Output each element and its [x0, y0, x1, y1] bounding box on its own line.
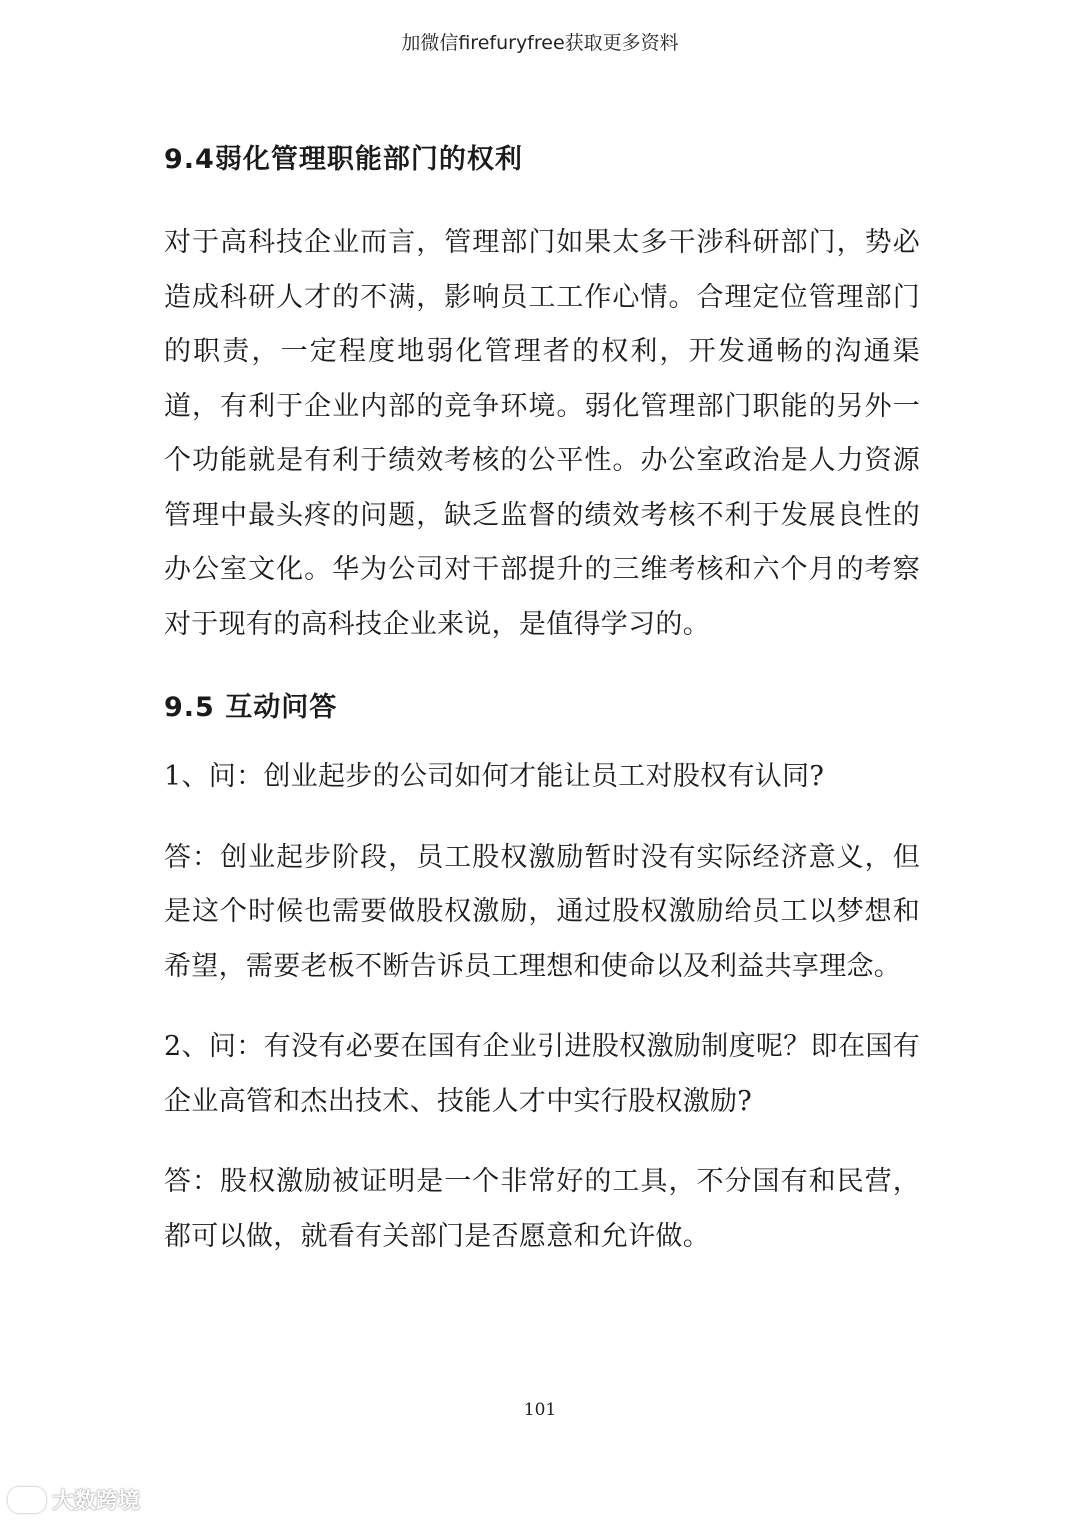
page-header: 加微信firefuryfree获取更多资料 [401, 32, 679, 54]
document-body [164, 138, 920, 1264]
section-heading-9-4: 9.4弱化管理职能部门的权利 [164, 144, 523, 175]
watermark-text: 大数跨境 [52, 1489, 141, 1514]
answer-2: 答：股权激励被证明是一个非常好的工具，不分国有和民营，都可以做，就看有关部门是否愿意和允许做。 [164, 1166, 920, 1252]
page-number: 101 [523, 1400, 557, 1420]
section-heading-9-5: 9.5 互动问答 [164, 692, 338, 723]
question-2: 2、问：有没有必要在国有企业引进股权激励制度呢？即在国有企业高管和杰出技术、技能人才中实行股权激励? [164, 1031, 920, 1117]
answer-1: 答：创业起步阶段，员工股权激励暂时没有实际经济意义，但是这个时候也需要做股权激励，通过股权激励给员工以梦想和希望，需要老板不断告诉员工理想和使命以及利益共享理念。 [164, 841, 920, 982]
section-paragraph: 对于高科技企业而言，管理部门如果太多干涉科研部门，势必造成科研人才的不满，影响员工工作心情。合理定位管理部门的职责，一定程度地弱化管理者的权利，开发通畅的沟通渠道，有利于企业内部的竞争环境。弱化管理部门职能的另外一个功能就是有利于绩效考核的公平性。办公室政治是人力资源管理中最头疼的问题，缺乏监督的绩效考核不利于发展良性的办公室文化。华为公司对干部提升的三维考核和六个月的考察对于现有的高科技企业来说，是值得学习的。 [164, 227, 920, 640]
question-1: 1、问：创业起步的公司如何才能让员工对股权有认同? [164, 761, 825, 792]
watermark [8, 1484, 140, 1515]
infinity-logo-icon [8, 1487, 46, 1513]
